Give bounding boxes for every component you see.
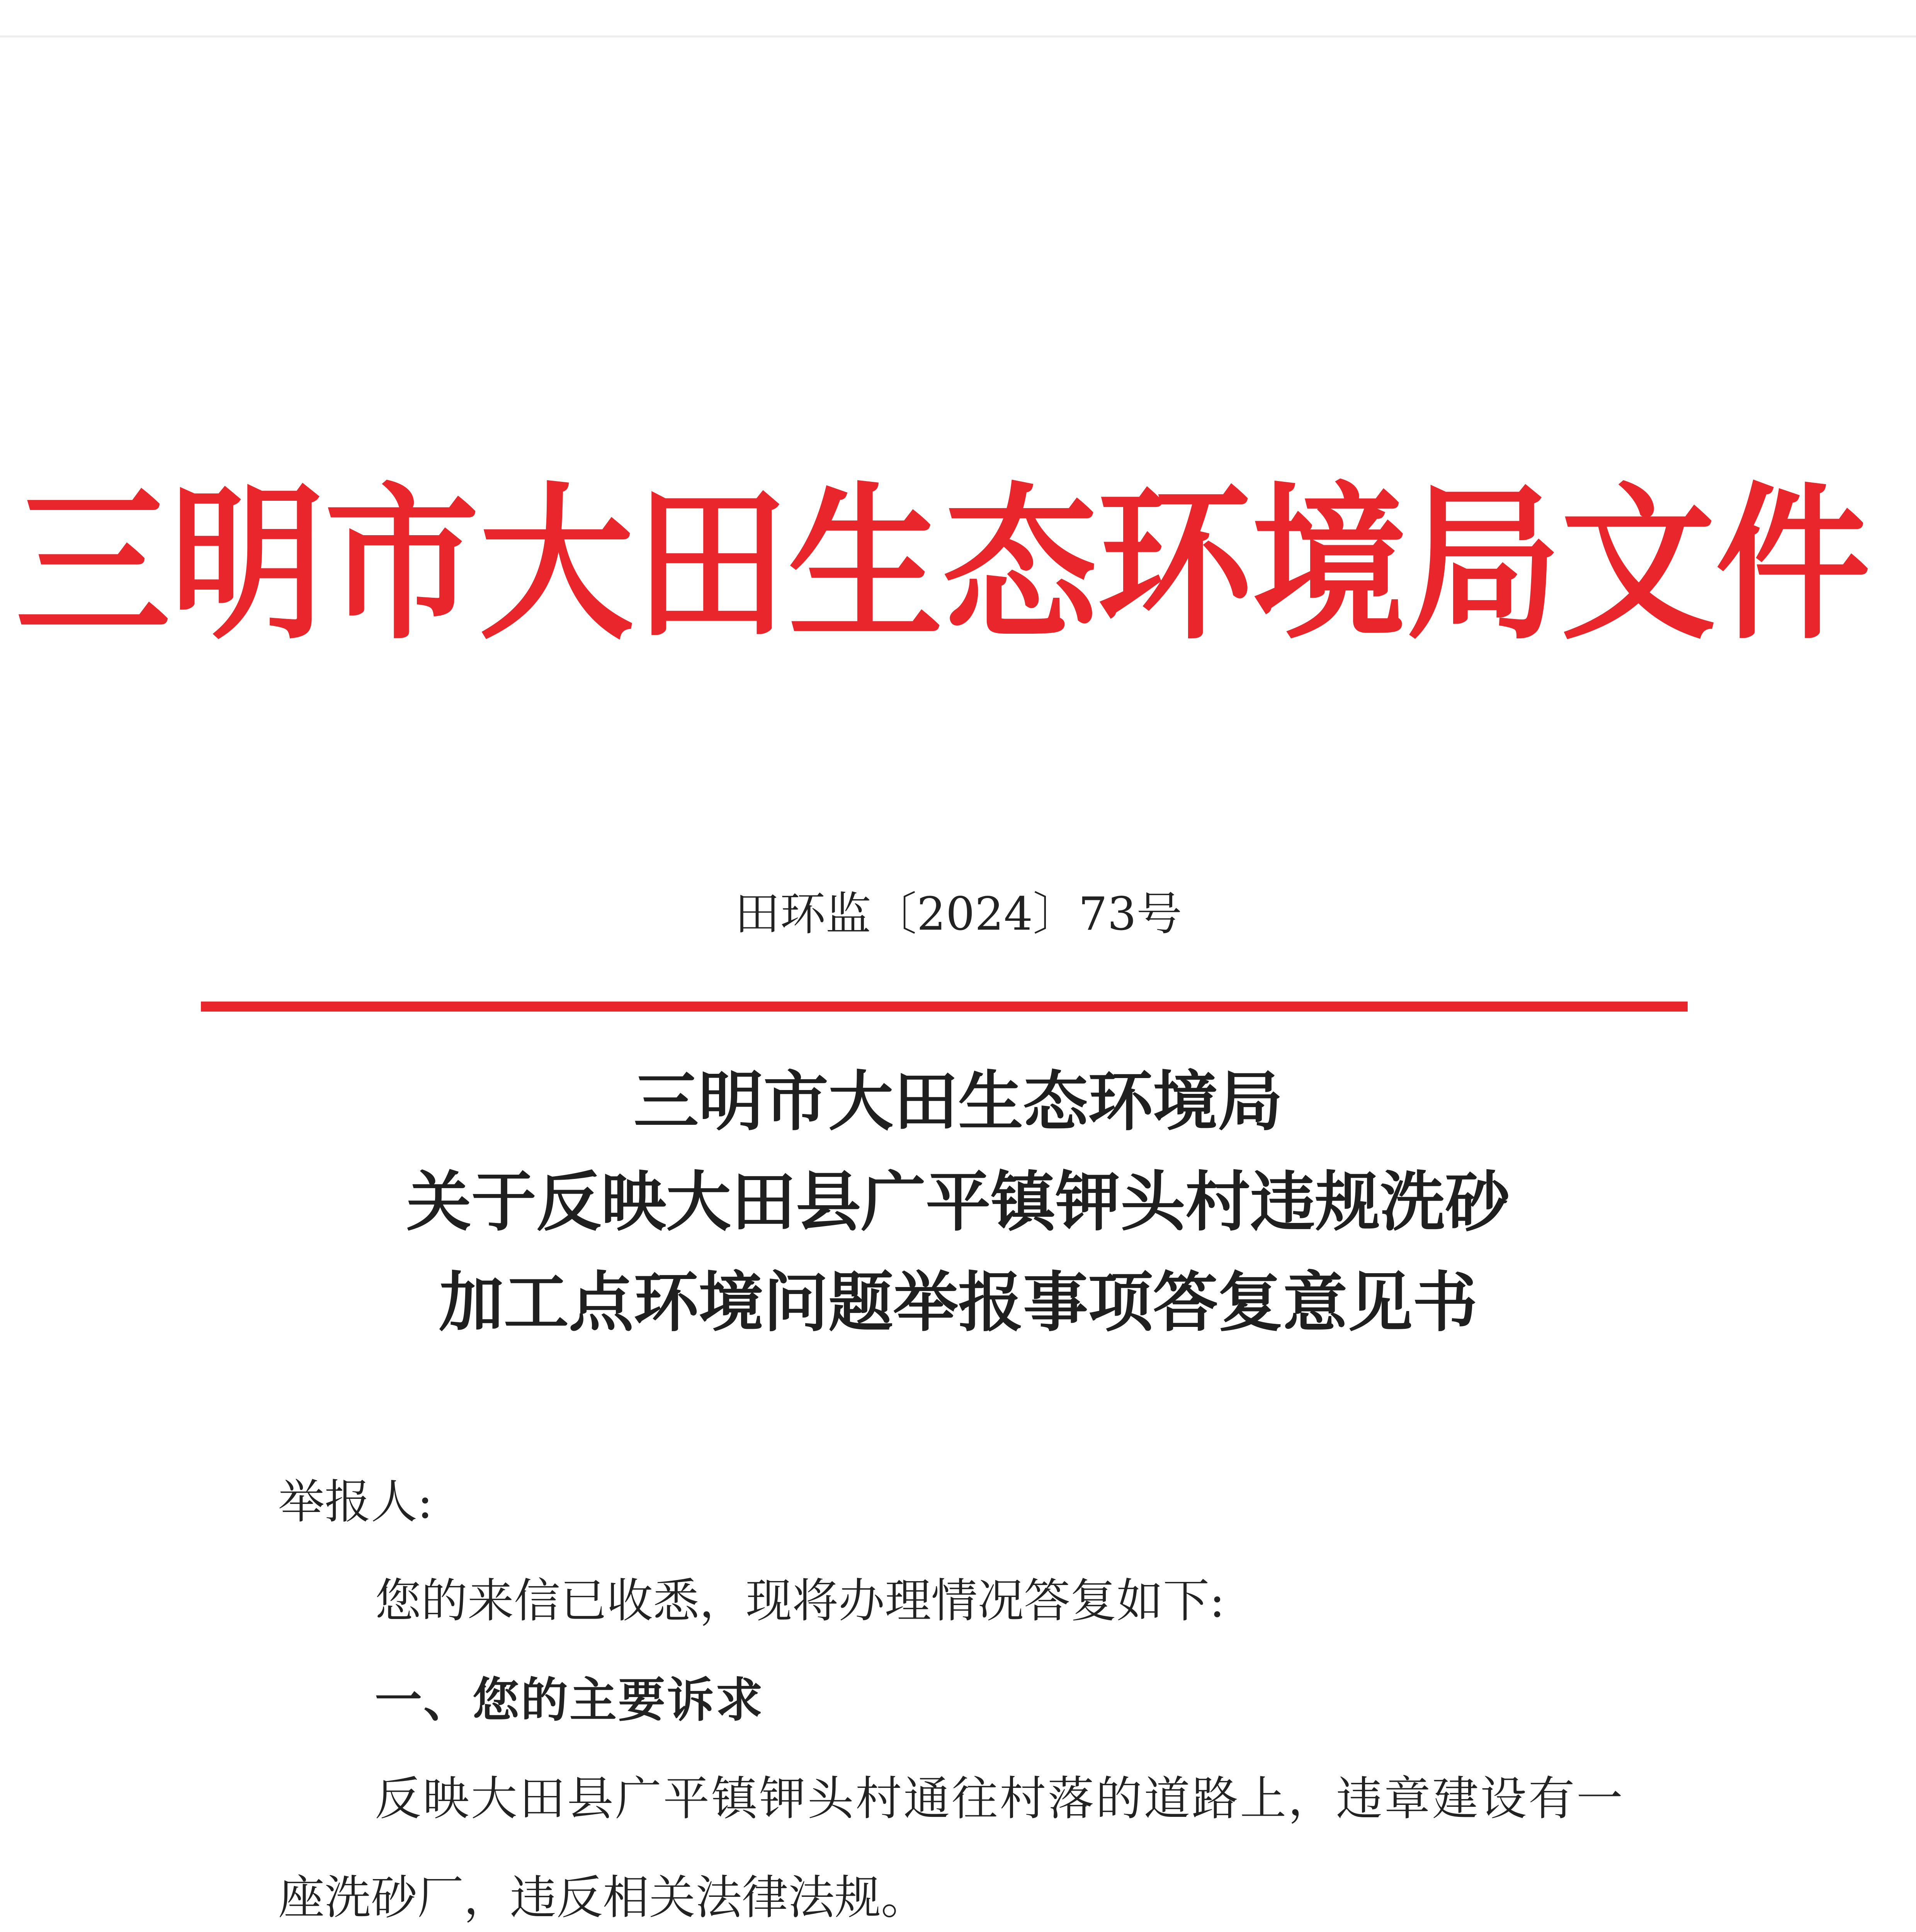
title-line-1: 三明市大田生态环境局 (634, 1063, 1283, 1139)
title-line-2: 关于反映大田县广平镇钾头村违规洗砂 (406, 1163, 1510, 1240)
title-line-3: 加工点环境问题举报事项答复意见书 (439, 1264, 1477, 1340)
section-heading-1: 一、您的主要诉求 (375, 1673, 764, 1728)
salutation: 举报人: (278, 1475, 433, 1529)
issuer-red-header: 三明市大田生态环境局文件 (15, 466, 1870, 662)
intro-paragraph: 您的来信已收悉，现将办理情况答复如下: (375, 1574, 1225, 1628)
document-body (278, 1453, 1623, 1932)
document-number: 田环监〔2024〕73号 (734, 887, 1182, 940)
scan-edge-line (0, 36, 1916, 37)
section-paragraph-1: 反映大田县广平镇钾头村通往村落的道路上，违章建设有一座洗砂厂，违反相关法律法规。 (278, 1772, 1623, 1925)
red-separator-rule (201, 1002, 1688, 1012)
document-title (193, 1051, 1723, 1352)
